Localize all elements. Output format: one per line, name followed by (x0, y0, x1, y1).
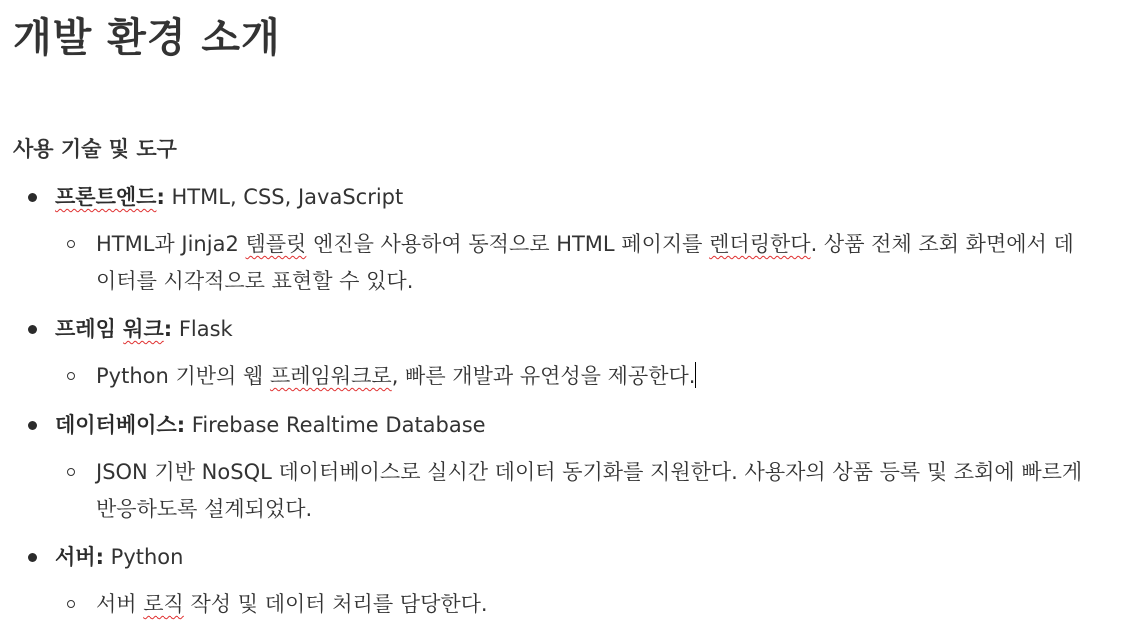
text-run: . 상품 전체 조회 화면에서 데이터를 시각적으로 표현할 수 있다. (96, 232, 1074, 293)
item-value: Python (103, 545, 184, 569)
item-term-misspelled: 워크 (123, 317, 164, 341)
text-run: 작성 및 데이터 처리를 담당한다. (183, 592, 488, 616)
text-run: 엔진을 사용하여 동적으로 HTML 페이지를 (306, 232, 710, 256)
text-run: 서버 (96, 592, 144, 616)
item-separator: : (95, 545, 104, 569)
misspelled-word: 템플릿 (245, 232, 307, 256)
misspelled-word: 로직 (143, 592, 184, 616)
section-heading: 사용 기술 및 도구 (13, 137, 177, 161)
item-description (96, 358, 1086, 395)
item-description (96, 586, 1086, 623)
item-line (55, 315, 233, 343)
bullet-icon (28, 553, 37, 562)
misspelled-word: 프레임워크로 (269, 364, 392, 388)
item-separator: : (176, 413, 186, 437)
item-value: Flask (172, 317, 233, 341)
text-run: HTML과 Jinja2 (96, 232, 246, 256)
circle-bullet-icon (67, 600, 75, 608)
item-separator: : (156, 185, 165, 209)
item-value: Firebase Realtime Database (185, 413, 486, 437)
item-line (55, 411, 486, 439)
item-description (96, 226, 1086, 300)
bullet-icon (28, 193, 37, 202)
circle-bullet-icon (67, 468, 75, 476)
item-description: JSON 기반 NoSQL 데이터베이스로 실시간 데이터 동기화를 지원한다. 사용자의 상품 등록 및 조회에 빠르게 반응하도록 설계되었다. (96, 460, 1083, 521)
misspelled-word: 렌더링한다 (709, 232, 811, 256)
text-cursor (695, 362, 696, 388)
item-term: 프론트엔드 (55, 185, 157, 209)
item-value: HTML, CSS, JavaScript (164, 185, 404, 209)
item-line (55, 183, 403, 211)
item-separator: : (163, 317, 173, 341)
circle-bullet-icon (67, 372, 75, 380)
bullet-icon (28, 325, 37, 334)
page-title: 개발 환경 소개 (13, 15, 281, 61)
item-term: 프레임 (55, 317, 124, 341)
item-line (55, 543, 183, 571)
bullet-icon (28, 421, 37, 430)
text-run: Python 기반의 웹 (96, 364, 270, 388)
circle-bullet-icon (67, 240, 75, 248)
item-term: 서버 (55, 545, 96, 569)
item-term: 데이터베이스 (55, 413, 177, 437)
text-run: , 빠른 개발과 유연성을 제공한다. (391, 364, 696, 388)
